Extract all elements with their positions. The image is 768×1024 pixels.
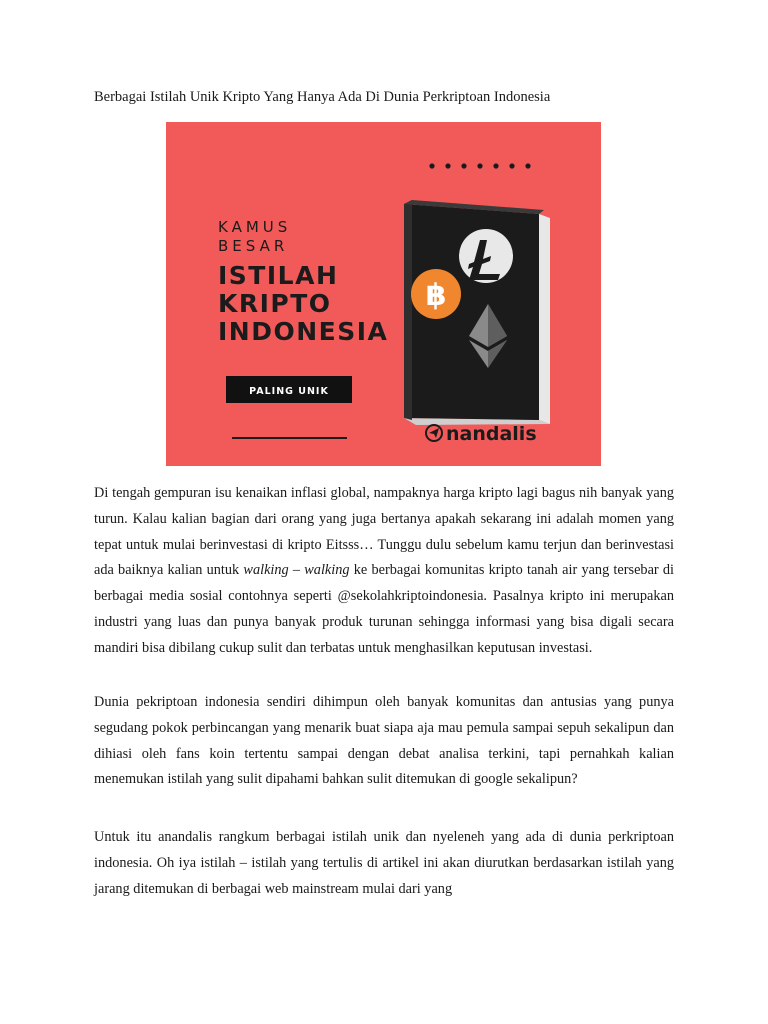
badge-label: PALING UNIK <box>249 386 329 397</box>
paragraph-1-em-1: walking <box>243 562 289 579</box>
paragraph-3: Untuk itu anandalis rangkum berbagai istilah unik dan nyeleneh yang ada di dunia perkriptoan indonesia. Oh iya istilah – istilah yang tertulis di artikel ini akan diurutkan berdasarkan istilah yang jarang ditemukan di berbagai web mainstream mulai dari yang <box>94 829 674 897</box>
banner-headline-1: ISTILAH <box>218 261 339 290</box>
banner-headline-2: KRIPTO <box>218 289 332 318</box>
paragraph-1-text-a: Di tengah gempuran isu kenaikan inflasi global, nampaknya harga kripto lagi bagus nih banyak yang turun. Kalau kalian bagian dari orang yang juga bertanya apakah sekarang ini adalah momen yang tepat untuk mulai berinvestasi di kripto Eitsss… Tunggu dulu sebelum kamu terjun dan berinvestasi ada baiknya kalian untuk <box>94 485 674 579</box>
underline-decoration <box>232 437 347 439</box>
paragraph-1-text-b: ke berbagai komunitas kripto tanah air yang tersebar di berbagai media sosial contohnya seperti @sekolahkriptoindonesia. Pasalnya kripto ini merupakan industri yang luas dan punya banyak produk turunan sehingga informasi yang bisa digali secara mandiri bisa dibilang cukup sulit dan terbatas untuk menghasilkan keputusan investasi. <box>94 562 674 656</box>
document-title: Berbagai Istilah Unik Kripto Yang Hanya Ada Di Dunia Perkriptoan Indonesia <box>94 89 551 105</box>
banner-image <box>166 122 601 466</box>
svg-text:฿: ฿ <box>425 278 447 313</box>
banner-kamus: KAMUS <box>218 218 292 236</box>
banner-headline-3: INDONESIA <box>218 317 389 346</box>
paragraph-1-em-2: walking <box>304 562 350 579</box>
bitcoin-icon <box>411 269 461 319</box>
paragraph-1 <box>94 481 674 662</box>
banner-besar: BESAR <box>218 237 289 255</box>
paragraph-1-dash: – <box>288 562 305 579</box>
litecoin-icon <box>459 229 513 283</box>
paragraph-2: Dunia pekriptoan indonesia sendiri dihimpun oleh banyak komunitas dan antusias yang punya segudang pokok perbincangan yang menarik buat siapa aja mau pemula sampai sepuh sekalipun dan dihiasi oleh fans koin tertentu sampai dengan debat analisa terkini, tapi pernahkah kalian menemukan istilah yang sulit dipahami bahkan sulit ditemukan di google sekalipun? <box>94 694 674 788</box>
brand-name: nandalis <box>446 423 537 445</box>
